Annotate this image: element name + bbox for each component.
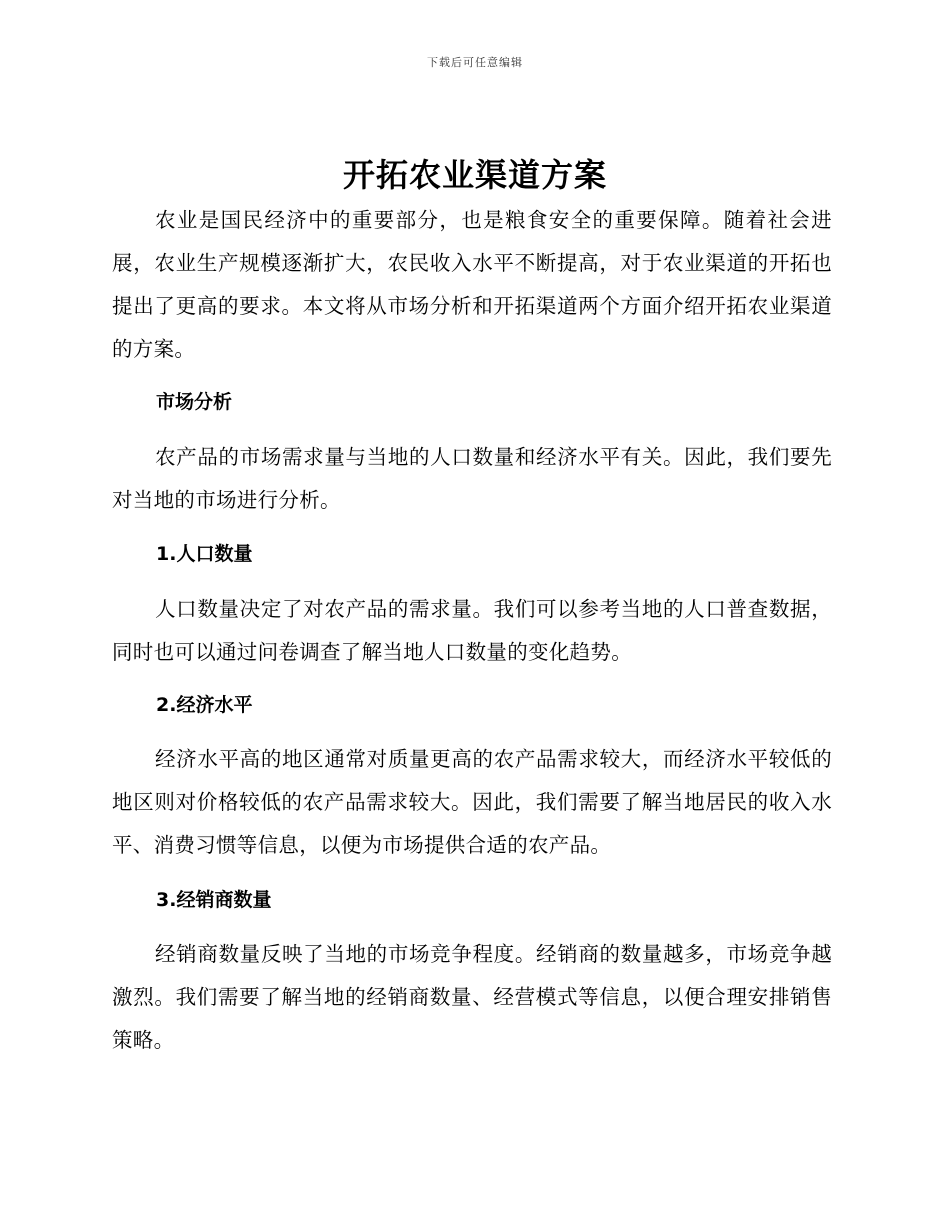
population-paragraph: 人口数量决定了对农产品的需求量。我们可以参考当地的人口普查数据，同时也可以通过问卷调查了解当地人口数量的变化趋势。: [112, 597, 832, 664]
market-analysis-paragraph: 农产品的市场需求量与当地的人口数量和经济水平有关。因此，我们要先对当地的市场进行分析。: [112, 445, 832, 512]
population-heading: 1.人口数量: [156, 543, 253, 565]
header-note: 下载后可任意编辑: [427, 56, 523, 69]
market-analysis-heading: 市场分析: [156, 391, 233, 413]
economy-paragraph: 经济水平高的地区通常对质量更高的农产品需求较大，而经济水平较低的地区则对价格较低的农产品需求较大。因此，我们需要了解当地居民的收入水平、消费习惯等信息，以便为市场提供合适的农产品。: [112, 747, 832, 857]
intro-paragraph: 农业是国民经济中的重要部分，也是粮食安全的重要保障。随着社会进展，农业生产规模逐渐扩大，农民收入水平不断提高，对于农业渠道的开拓也提出了更高的要求。本文将从市场分析和开拓渠道两个方面介绍开拓农业渠道的方案。: [112, 208, 832, 361]
dealers-heading: 3.经销商数量: [156, 889, 272, 911]
page-title: 开拓农业渠道方案: [342, 156, 607, 194]
dealers-paragraph: 经销商数量反映了当地的市场竞争程度。经销商的数量越多，市场竞争越激烈。我们需要了解当地的经销商数量、经营模式等信息，以便合理安排销售策略。: [112, 942, 832, 1052]
economy-heading: 2.经济水平: [156, 694, 253, 716]
